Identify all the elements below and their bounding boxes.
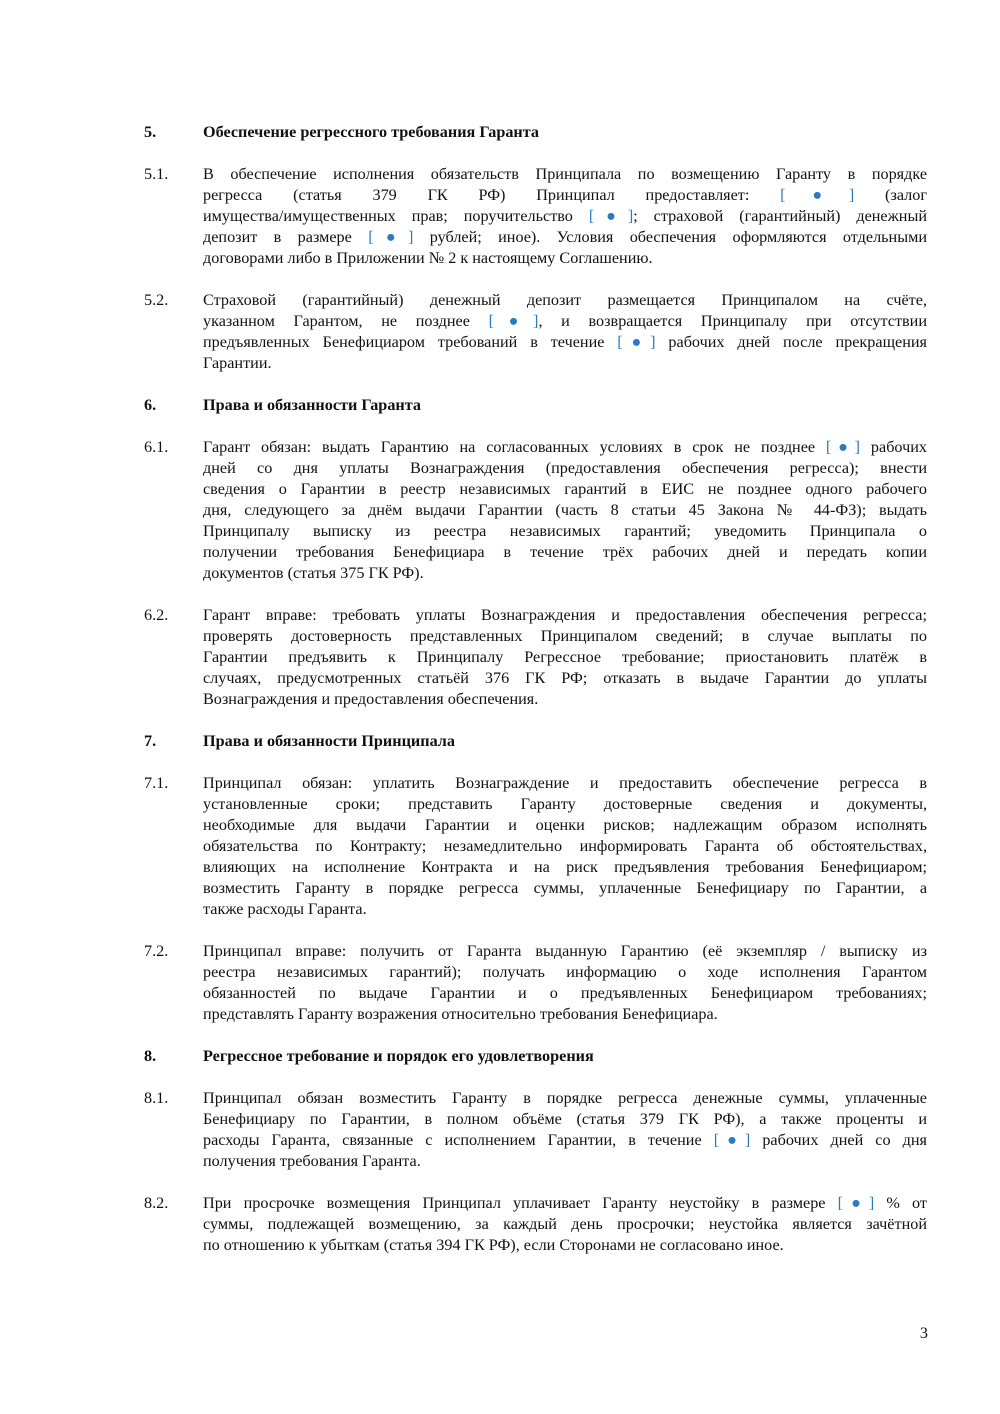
text-line: предъявленных Бенефициаром требований в течение [●] рабочих дней после прекращения xyxy=(203,333,927,351)
clause-text xyxy=(203,290,927,374)
text-line: имущества/имущественных прав; поручительство [●]; страховой (гарантийный) денежный xyxy=(203,207,927,225)
text-line: необходимые для выдачи Гарантии и оценки рисков; надлежащим образом исполнять xyxy=(203,816,927,834)
text-line: по отношению к убыткам (статья 394 ГК РФ), если Сторонами не согласовано иное. xyxy=(203,1236,784,1254)
text-line: Вознаграждения и предоставления обеспечения. xyxy=(203,690,539,708)
text-line: получении требования Бенефициара в течение трёх рабочих дней и передать копии xyxy=(203,543,927,561)
placeholder-marker: [●] xyxy=(825,438,861,456)
text-line: проверять достоверность представленных Принципалом сведений; в случае выплаты по xyxy=(203,627,927,645)
text-line: обязательства по Контракту; незамедлительно информировать Гаранта об обстоятельствах, xyxy=(203,837,927,855)
clause-number: 6.2. xyxy=(144,606,169,624)
text-line: Гарантии. xyxy=(203,354,272,372)
section-number: 6. xyxy=(144,396,157,414)
clause-text xyxy=(203,1088,927,1172)
text-line: При просрочке возмещения Принципал уплачивает Гаранту неустойку в размере [●] % от xyxy=(203,1194,927,1212)
text-line: указанном Гарантом, не позднее [●], и возвращается Принципалу при отсутствии xyxy=(203,312,928,330)
text-line: Страховой (гарантийный) денежный депозит размещается Принципалом на счёте, xyxy=(203,291,927,309)
section-title: Регрессное требование и порядок его удовлетворения xyxy=(203,1047,594,1065)
text-line: представлять Гаранту возражения относительно требования Бенефициара. xyxy=(203,1005,718,1023)
text-line: также расходы Гаранта. xyxy=(203,900,367,918)
page-number: 3 xyxy=(919,1324,928,1342)
text-line: обязанностей по выдаче Гарантии и о предъявленных Бенефициаром требованиях; xyxy=(203,984,927,1002)
placeholder-marker: [●] xyxy=(617,333,656,351)
text-line: установленные сроки; представить Гаранту достоверные сведения и документы, xyxy=(203,795,927,813)
text-line: Гарант вправе: требовать уплаты Вознаграждения и предоставления обеспечения регресса; xyxy=(203,606,927,624)
text-line: Принципал обязан возместить Гаранту в порядке регресса денежные суммы, уплаченные xyxy=(203,1089,927,1107)
clause-number: 5.1. xyxy=(144,165,169,183)
text-line: получения требования Гаранта. xyxy=(203,1152,421,1170)
text-line: договорами либо в Приложении № 2 к настоящему Соглашению. xyxy=(203,249,653,267)
clause-text xyxy=(203,437,927,584)
text-line: расходы Гаранта, связанные с исполнением Гарантии, в течение [●] рабочих дней со дня xyxy=(203,1131,927,1149)
text-line: Гарант обязан: выдать Гарантию на согласованных условиях в срок не позднее [●] рабочих xyxy=(203,438,928,456)
placeholder-marker: [●] xyxy=(837,1194,875,1212)
text-line: регресса (статья 379 ГК РФ) Принципал предоставляет: [●] (залог xyxy=(203,186,927,204)
placeholder-marker: [●] xyxy=(713,1131,751,1149)
text-line: влияющих на исполнение Контракта и на риск предъявления требования Бенефициаром; xyxy=(203,858,927,876)
text-line: реестра независимых гарантий); получать информацию о ходе исполнения Гарантом xyxy=(203,963,927,981)
text-line: Принципалу выписку из реестра независимых гарантий; уведомить Принципала о xyxy=(203,522,927,540)
section-number: 5. xyxy=(144,123,157,141)
text-line: Гарантии предъявить к Принципалу Регрессное требование; приостановить платёж в xyxy=(203,648,927,666)
text-line: Бенефициару по Гарантии, в полном объёме (статья 379 ГК РФ), а также проценты и xyxy=(203,1110,927,1128)
clause-text xyxy=(203,605,927,710)
text-line: суммы, подлежащей возмещению, за каждый день просрочки; неустойка является зачётной xyxy=(203,1215,927,1233)
placeholder-marker: [●] xyxy=(488,312,539,330)
clause-number: 5.2. xyxy=(144,291,169,309)
text-line: В обеспечение исполнения обязательств Принципала по возмещению Гаранту в порядке xyxy=(203,165,927,183)
text-line: Принципал обязан: уплатить Вознаграждение и предоставить обеспечение регресса в xyxy=(203,774,927,792)
text-line: сведения о Гарантии в реестр независимых гарантий в ЕИС не позднее одного рабочего xyxy=(203,480,927,498)
section-title: Обеспечение регрессного требования Гаранта xyxy=(203,123,539,141)
placeholder-marker: [●] xyxy=(368,228,414,246)
text-line: случаях, предусмотренных статьёй 376 ГК РФ; отказать в выдаче Гарантии до уплаты xyxy=(203,669,927,687)
text-line: дней со дня уплаты Вознаграждения (предоставления обеспечения регресса); внести xyxy=(203,459,927,477)
text-line: Принципал вправе: получить от Гаранта выданную Гарантию (её экземпляр / выписку из xyxy=(203,942,927,960)
clause-text xyxy=(203,941,927,1025)
text-line: дня, следующего за днём выдачи Гарантии (часть 8 статьи 45 Закона № 44-ФЗ); выдать xyxy=(203,501,927,519)
clause-number: 8.2. xyxy=(144,1194,169,1212)
text-line: депозит в размере [●] рублей; иное). Условия обеспечения оформляются отдельными xyxy=(203,228,927,246)
placeholder-marker: [●] xyxy=(588,207,634,225)
clause-number: 7.2. xyxy=(144,942,169,960)
section-title: Права и обязанности Гаранта xyxy=(203,396,421,414)
clause-text xyxy=(203,164,927,269)
section-title: Права и обязанности Принципала xyxy=(203,732,455,750)
clause-number: 7.1. xyxy=(144,774,169,792)
section-number: 7. xyxy=(144,732,157,750)
clause-text xyxy=(203,1193,927,1256)
text-line: возместить Гаранту в порядке регресса суммы, уплаченные Бенефициару по Гарантии, а xyxy=(203,879,927,897)
placeholder-marker: [●] xyxy=(780,186,855,204)
section-number: 8. xyxy=(144,1047,157,1065)
clause-text xyxy=(203,773,927,920)
text-line: документов (статья 375 ГК РФ). xyxy=(203,564,424,582)
clause-number: 8.1. xyxy=(144,1089,169,1107)
clause-number: 6.1. xyxy=(144,438,169,456)
